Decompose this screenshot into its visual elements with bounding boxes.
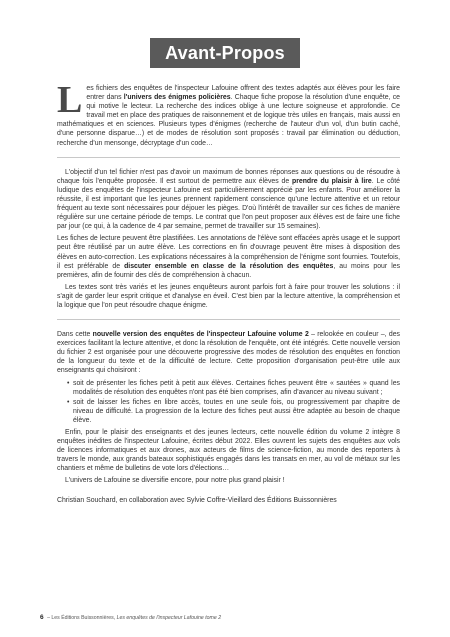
plastified-paragraph: Les fiches de lecture peuvent être plastifiées. Les annotations de l'élève sont effacées après usage et le support peut être réutilisé par un autre élève. Les corrections en fin d'ouvrage peuvent être mises à disposition des élèves en auto-correction. Les explications nécessaires à la compréhension de l'énigme sont fournies. Toutefois, il est préférable de discuter ensemble en classe de la résolution des enquêtes, au moins pour les premières, afin de fournir des clés de compréhension à chacun. bbox=[57, 235, 401, 279]
new-investigations-paragraph: Enfin, pour le plaisir des enseignants et des jeunes lecteurs, cette nouvelle édition du volume 2 intègre 8 enquêtes inédites de l'inspecteur Lafouine, écrites début 2022. Elles ouvrent les sujets des enquêtes aux vols de licences informatiques et aux drones, aux acteurs de films de science-fiction, au monde des reporters à travers le monde, aux grands bateaux sophistiqués engagés dans les transats en mer, au vol de métaux sur les chantiers et même de bulletins de vote lors d'élections… bbox=[57, 429, 400, 473]
list-item: • soit de présenter les fiches petit à petit aux élèves. Certaines fiches peuvent être « sautées » quand les modalités de résolution des enquêtes n'ont pas été bien comprises, afin d'avancer au niveau suivant ; bbox=[67, 379, 400, 397]
intro-paragraph: Les fichiers des enquêtes de l'inspecteur Lafouine offrent des textes adaptés aux élèves pour les faire entrer dans l'univers des énigmes policières. Chaque fiche propose la résolution d'une enquête, ce qui motive le lecteur. La recherche des indices oblige à une lecture soigneuse et approfondie. Ce travail met en place des pratiques de raisonnement et de logique très utiles en français, mais aussi en mathématiques et en sciences. Plusieurs types d'énigmes (recherche de l'auteur d'un vol, d'un butin caché, d'une personne disparue…) et de modes de résolution sont proposés : travail par élimination ou déduction, recherche d'un mensonge, décryptage d'un code… bbox=[57, 79, 401, 147]
list-item: • soit de laisser les fiches en libre accès, toutes en une seule fois, ou progressivement par chapitre de niveau de difficulté. La progression de la lecture des fiches peut aussi être adaptée au besoin de chaque élève. bbox=[67, 398, 400, 425]
title-banner bbox=[150, 38, 300, 68]
section-divider-1 bbox=[57, 157, 400, 158]
texts-paragraph: Les textes sont très variés et les jeunes enquêteurs auront parfois fort à faire pour trouver les solutions : il s'agit de garder leur esprit critique et d'analyse en éveil. C'est bien par la lecture attentive, la compréhension et la logique que l'on peut résoudre chaque énigme. bbox=[57, 283, 400, 309]
page-footer bbox=[40, 614, 221, 621]
footer-publisher: – Les Éditions Buissonnières, bbox=[45, 615, 117, 621]
new-version-paragraph: Dans cette nouvelle version des enquêtes de l'inspecteur Lafouine volume 2 – relookée en couleur –, des exercices facilitant la lecture attentive, et donc la résolution de l'enquête, ont été intégrés. Cette nouvelle version du fichier 2 est organisée pour une découverte progressive des modes de résolution des enquêtes en fonction de la longueur du texte et de la difficulté de lecture. Cette proposition d'organisation peut-être utile aux enseignants qui choisiront : bbox=[57, 331, 400, 375]
options-list bbox=[57, 379, 400, 425]
signature: Christian Souchard, en collaboration avec Sylvie Coffre-Vieillard des Éditions Buissonnières bbox=[57, 496, 337, 504]
footer-book-title: Les enquêtes de l'inspecteur Lafouine tome 2 bbox=[116, 615, 222, 621]
drop-cap: L bbox=[57, 79, 83, 121]
section-divider-2 bbox=[57, 319, 400, 320]
objective-paragraph: L'objectif d'un tel fichier n'est pas d'avoir un maximum de bonnes réponses aux questions ou de résoudre à chaque fois l'enquête proposée. Il est surtout de permettre aux élèves de prendre du plaisir à lire. Le côté ludique des enquêtes de l'inspecteur Lafouine est particulièrement apprécié par les enfants. Pour améliorer la réussite, il est important que les jeunes prennent rapidement conscience qu'une lecture attentive et un retour fréquent au texte sont nécessaires pour déjouer les pièges. D'où l'intérêt de travailler sur ces fiches de manière régulière sur une certaine période de temps. Le contrat que l'on peut proposer aux élèves est de faire une fiche par jour (ce qui, à la cadence de 4 par semaine, permet de travailler sur 15 semaines). bbox=[57, 168, 400, 231]
page-title: Avant-Propos bbox=[165, 42, 285, 63]
content-body bbox=[57, 79, 401, 508]
closing-paragraph: L'univers de Lafouine se diversifie encore, pour notre plus grand plaisir ! bbox=[65, 477, 285, 485]
page-number: 6 bbox=[40, 614, 44, 621]
